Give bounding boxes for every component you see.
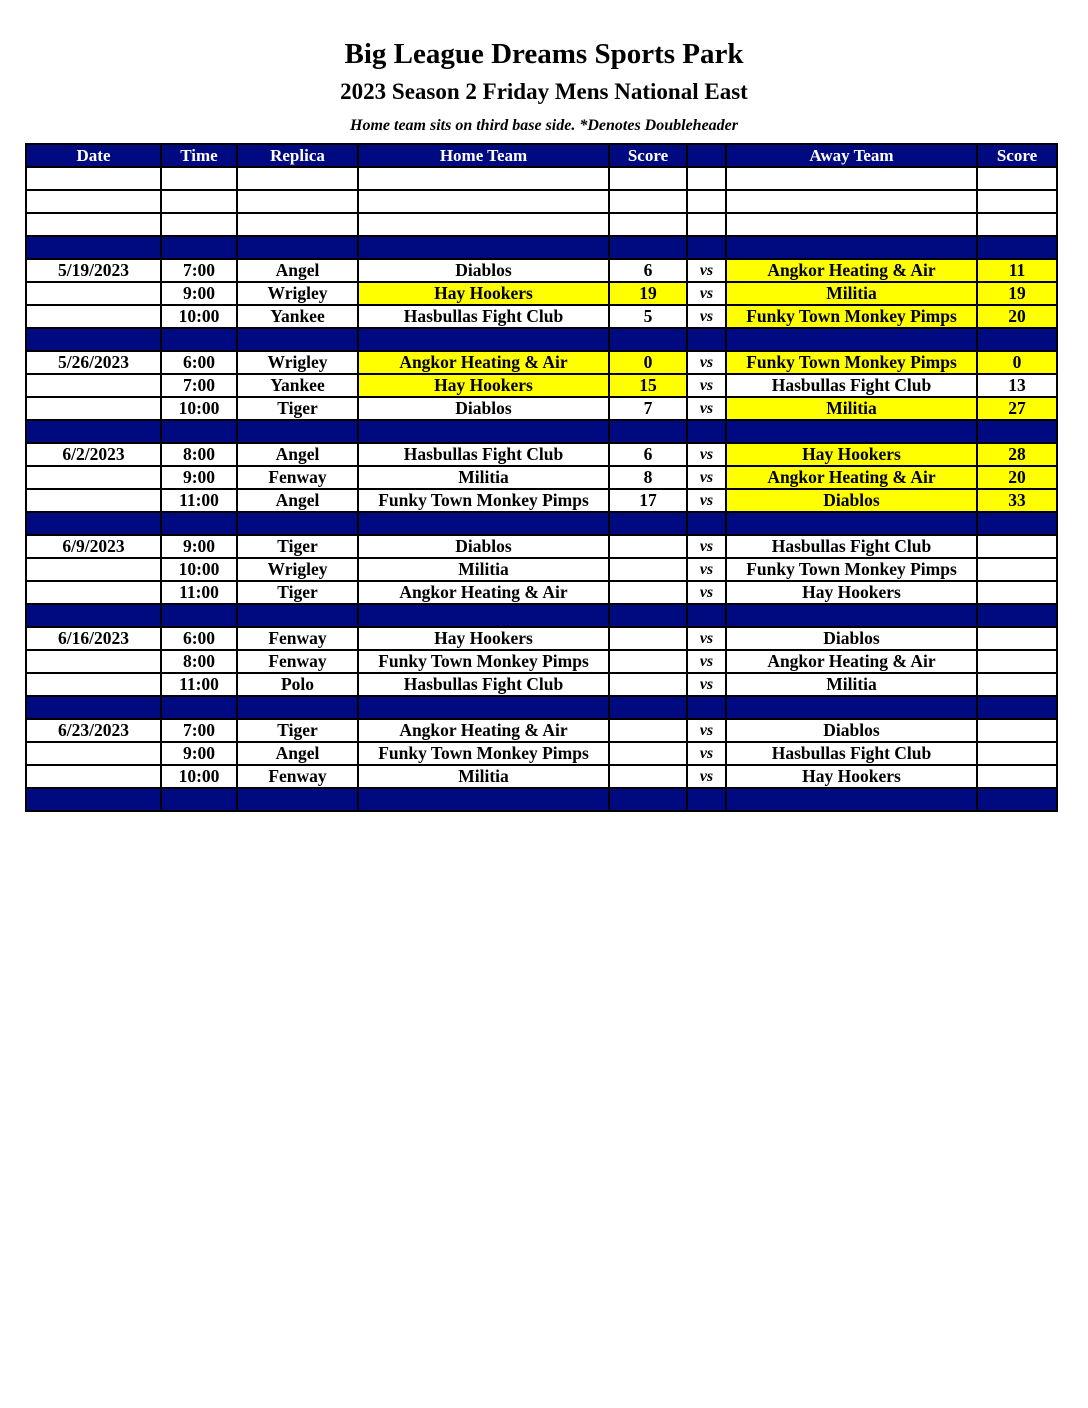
home-score-cell: 5 <box>609 305 687 328</box>
away-team-cell: Militia <box>726 673 977 696</box>
time-cell: 10:00 <box>161 765 237 788</box>
separator-row-cell <box>358 236 609 259</box>
separator-row-cell <box>687 328 726 351</box>
separator-row-cell <box>609 236 687 259</box>
time-cell: 11:00 <box>161 489 237 512</box>
away-score-cell: 28 <box>977 443 1057 466</box>
col-away-team: Away Team <box>726 144 977 167</box>
replica-cell: Wrigley <box>237 282 358 305</box>
vs-cell: vs <box>687 650 726 673</box>
col-date: Date <box>26 144 161 167</box>
separator-row-cell <box>26 236 161 259</box>
separator-row-cell <box>609 328 687 351</box>
away-team-cell: Funky Town Monkey Pimps <box>726 351 977 374</box>
blank-row-cell <box>26 190 161 213</box>
away-team-cell: Militia <box>726 397 977 420</box>
header-row <box>26 144 1057 167</box>
separator-row-cell <box>977 604 1057 627</box>
vs-cell: vs <box>687 627 726 650</box>
time-cell: 9:00 <box>161 535 237 558</box>
separator-row-cell <box>609 604 687 627</box>
away-score-cell: 11 <box>977 259 1057 282</box>
separator-row-cell <box>161 604 237 627</box>
blank-row <box>26 167 1057 190</box>
separator-row-cell <box>726 420 977 443</box>
game-row <box>26 673 1057 696</box>
away-team-cell: Diablos <box>726 719 977 742</box>
vs-cell: vs <box>687 673 726 696</box>
date-cell <box>26 282 161 305</box>
away-score-cell: 19 <box>977 282 1057 305</box>
away-team-cell: Diablos <box>726 489 977 512</box>
separator-row-cell <box>726 328 977 351</box>
game-row <box>26 351 1057 374</box>
separator-row-cell <box>687 512 726 535</box>
vs-cell: vs <box>687 351 726 374</box>
blank-row <box>26 213 1057 236</box>
home-team-cell: Diablos <box>358 259 609 282</box>
date-cell <box>26 374 161 397</box>
time-cell: 6:00 <box>161 351 237 374</box>
blank-row-cell <box>358 167 609 190</box>
game-row <box>26 719 1057 742</box>
separator-row-cell <box>687 420 726 443</box>
separator-row-cell <box>977 420 1057 443</box>
time-cell: 8:00 <box>161 443 237 466</box>
vs-cell: vs <box>687 558 726 581</box>
away-team-cell: Hasbullas Fight Club <box>726 374 977 397</box>
col-home-score: Score <box>609 144 687 167</box>
replica-cell: Fenway <box>237 650 358 673</box>
vs-cell: vs <box>687 443 726 466</box>
date-cell <box>26 489 161 512</box>
separator-row <box>26 788 1057 811</box>
blank-row-cell <box>977 190 1057 213</box>
away-team-cell: Hasbullas Fight Club <box>726 535 977 558</box>
separator-row-cell <box>726 512 977 535</box>
game-row <box>26 627 1057 650</box>
away-score-cell <box>977 581 1057 604</box>
time-cell: 7:00 <box>161 374 237 397</box>
home-score-cell: 6 <box>609 259 687 282</box>
game-row <box>26 742 1057 765</box>
separator-row-cell <box>726 696 977 719</box>
away-team-cell: Funky Town Monkey Pimps <box>726 558 977 581</box>
date-cell: 5/26/2023 <box>26 351 161 374</box>
separator-row-cell <box>358 328 609 351</box>
game-row <box>26 305 1057 328</box>
time-cell: 11:00 <box>161 673 237 696</box>
away-team-cell: Angkor Heating & Air <box>726 650 977 673</box>
home-team-cell: Hay Hookers <box>358 282 609 305</box>
separator-row-cell <box>26 696 161 719</box>
replica-cell: Yankee <box>237 305 358 328</box>
away-team-cell: Diablos <box>726 627 977 650</box>
separator-row-cell <box>161 696 237 719</box>
away-score-cell: 27 <box>977 397 1057 420</box>
separator-row-cell <box>726 236 977 259</box>
blank-row-cell <box>726 190 977 213</box>
separator-row-cell <box>358 788 609 811</box>
away-score-cell: 0 <box>977 351 1057 374</box>
game-row <box>26 535 1057 558</box>
home-team-cell: Hay Hookers <box>358 627 609 650</box>
vs-cell: vs <box>687 374 726 397</box>
blank-row-cell <box>687 190 726 213</box>
replica-cell: Angel <box>237 489 358 512</box>
replica-cell: Fenway <box>237 627 358 650</box>
game-row <box>26 282 1057 305</box>
away-score-cell <box>977 535 1057 558</box>
home-score-cell <box>609 742 687 765</box>
away-team-cell: Hay Hookers <box>726 443 977 466</box>
separator-row-cell <box>237 696 358 719</box>
vs-cell: vs <box>687 466 726 489</box>
away-team-cell: Angkor Heating & Air <box>726 466 977 489</box>
away-score-cell: 33 <box>977 489 1057 512</box>
home-score-cell <box>609 650 687 673</box>
separator-row <box>26 328 1057 351</box>
home-score-cell <box>609 535 687 558</box>
separator-row-cell <box>237 236 358 259</box>
away-score-cell <box>977 673 1057 696</box>
away-score-cell <box>977 765 1057 788</box>
blank-row-cell <box>237 190 358 213</box>
separator-row <box>26 696 1057 719</box>
time-cell: 6:00 <box>161 627 237 650</box>
home-score-cell: 15 <box>609 374 687 397</box>
home-team-cell: Funky Town Monkey Pimps <box>358 742 609 765</box>
home-team-cell: Hasbullas Fight Club <box>358 305 609 328</box>
game-row <box>26 581 1057 604</box>
separator-row <box>26 420 1057 443</box>
replica-cell: Fenway <box>237 466 358 489</box>
time-cell: 9:00 <box>161 742 237 765</box>
separator-row-cell <box>358 604 609 627</box>
away-score-cell <box>977 650 1057 673</box>
col-vs <box>687 144 726 167</box>
page-title: Big League Dreams Sports Park <box>344 38 744 70</box>
blank-row-cell <box>26 167 161 190</box>
blank-row-cell <box>977 167 1057 190</box>
time-cell: 7:00 <box>161 719 237 742</box>
separator-row-cell <box>977 512 1057 535</box>
home-score-cell: 8 <box>609 466 687 489</box>
vs-cell: vs <box>687 765 726 788</box>
blank-row-cell <box>161 167 237 190</box>
separator-row-cell <box>977 236 1057 259</box>
vs-cell: vs <box>687 397 726 420</box>
away-score-cell <box>977 627 1057 650</box>
home-team-cell: Hasbullas Fight Club <box>358 673 609 696</box>
vs-cell: vs <box>687 489 726 512</box>
blank-row-cell <box>726 167 977 190</box>
home-team-cell: Diablos <box>358 397 609 420</box>
home-team-cell: Militia <box>358 466 609 489</box>
separator-row-cell <box>161 420 237 443</box>
separator-row-cell <box>26 788 161 811</box>
blank-row-cell <box>726 213 977 236</box>
separator-row-cell <box>609 512 687 535</box>
date-cell: 6/9/2023 <box>26 535 161 558</box>
separator-row <box>26 604 1057 627</box>
blank-row-cell <box>161 213 237 236</box>
home-score-cell <box>609 558 687 581</box>
time-cell: 10:00 <box>161 397 237 420</box>
date-cell <box>26 305 161 328</box>
vs-cell: vs <box>687 259 726 282</box>
separator-row-cell <box>237 420 358 443</box>
blank-row-cell <box>237 167 358 190</box>
away-score-cell: 20 <box>977 466 1057 489</box>
home-team-cell: Angkor Heating & Air <box>358 581 609 604</box>
replica-cell: Tiger <box>237 397 358 420</box>
away-team-cell: Hay Hookers <box>726 765 977 788</box>
schedule-body <box>26 167 1057 811</box>
home-score-cell: 6 <box>609 443 687 466</box>
vs-cell: vs <box>687 581 726 604</box>
separator-row <box>26 512 1057 535</box>
home-score-cell: 17 <box>609 489 687 512</box>
game-row <box>26 650 1057 673</box>
home-score-cell: 7 <box>609 397 687 420</box>
blank-row-cell <box>237 213 358 236</box>
separator-row-cell <box>609 788 687 811</box>
page-note: Home team sits on third base side. *Denotes Doubleheader <box>350 117 738 134</box>
time-cell: 10:00 <box>161 305 237 328</box>
separator-row-cell <box>687 788 726 811</box>
blank-row-cell <box>161 190 237 213</box>
away-team-cell: Funky Town Monkey Pimps <box>726 305 977 328</box>
time-cell: 10:00 <box>161 558 237 581</box>
home-score-cell: 19 <box>609 282 687 305</box>
home-team-cell: Angkor Heating & Air <box>358 719 609 742</box>
home-score-cell <box>609 581 687 604</box>
time-cell: 9:00 <box>161 282 237 305</box>
separator-row-cell <box>237 604 358 627</box>
replica-cell: Fenway <box>237 765 358 788</box>
separator-row-cell <box>237 512 358 535</box>
away-score-cell: 20 <box>977 305 1057 328</box>
game-row <box>26 374 1057 397</box>
home-score-cell <box>609 627 687 650</box>
game-row <box>26 443 1057 466</box>
time-cell: 9:00 <box>161 466 237 489</box>
away-score-cell <box>977 742 1057 765</box>
separator-row-cell <box>726 788 977 811</box>
replica-cell: Wrigley <box>237 558 358 581</box>
separator-row-cell <box>687 696 726 719</box>
date-cell: 6/2/2023 <box>26 443 161 466</box>
date-cell <box>26 742 161 765</box>
replica-cell: Angel <box>237 742 358 765</box>
separator-row-cell <box>161 328 237 351</box>
separator-row-cell <box>358 696 609 719</box>
separator-row-cell <box>609 420 687 443</box>
replica-cell: Wrigley <box>237 351 358 374</box>
date-cell <box>26 650 161 673</box>
date-cell <box>26 581 161 604</box>
away-score-cell <box>977 719 1057 742</box>
home-team-cell: Diablos <box>358 535 609 558</box>
separator-row-cell <box>358 420 609 443</box>
date-cell: 5/19/2023 <box>26 259 161 282</box>
date-cell <box>26 673 161 696</box>
home-team-cell: Funky Town Monkey Pimps <box>358 489 609 512</box>
game-row <box>26 489 1057 512</box>
away-team-cell: Militia <box>726 282 977 305</box>
blank-row-cell <box>687 167 726 190</box>
separator-row-cell <box>161 788 237 811</box>
separator-row-cell <box>977 328 1057 351</box>
game-row <box>26 397 1057 420</box>
separator-row-cell <box>237 328 358 351</box>
blank-row-cell <box>609 167 687 190</box>
game-row <box>26 765 1057 788</box>
away-score-cell: 13 <box>977 374 1057 397</box>
home-team-cell: Militia <box>358 765 609 788</box>
vs-cell: vs <box>687 282 726 305</box>
replica-cell: Tiger <box>237 581 358 604</box>
separator-row-cell <box>609 696 687 719</box>
game-row <box>26 558 1057 581</box>
separator-row-cell <box>26 420 161 443</box>
separator-row-cell <box>687 604 726 627</box>
game-row <box>26 259 1057 282</box>
separator-row-cell <box>26 328 161 351</box>
away-team-cell: Angkor Heating & Air <box>726 259 977 282</box>
date-cell: 6/16/2023 <box>26 627 161 650</box>
separator-row-cell <box>977 696 1057 719</box>
away-team-cell: Hasbullas Fight Club <box>726 742 977 765</box>
time-cell: 8:00 <box>161 650 237 673</box>
col-away-score: Score <box>977 144 1057 167</box>
schedule-table <box>25 143 1058 812</box>
col-time: Time <box>161 144 237 167</box>
replica-cell: Tiger <box>237 535 358 558</box>
blank-row-cell <box>609 190 687 213</box>
separator-row <box>26 236 1057 259</box>
separator-row-cell <box>977 788 1057 811</box>
blank-row <box>26 190 1057 213</box>
time-cell: 11:00 <box>161 581 237 604</box>
blank-row-cell <box>609 213 687 236</box>
home-score-cell <box>609 719 687 742</box>
vs-cell: vs <box>687 719 726 742</box>
home-score-cell <box>609 673 687 696</box>
blank-row-cell <box>977 213 1057 236</box>
separator-row-cell <box>726 604 977 627</box>
date-cell: 6/23/2023 <box>26 719 161 742</box>
vs-cell: vs <box>687 305 726 328</box>
replica-cell: Tiger <box>237 719 358 742</box>
time-cell: 7:00 <box>161 259 237 282</box>
home-team-cell: Funky Town Monkey Pimps <box>358 650 609 673</box>
replica-cell: Angel <box>237 259 358 282</box>
home-score-cell <box>609 765 687 788</box>
home-team-cell: Militia <box>358 558 609 581</box>
blank-row-cell <box>358 213 609 236</box>
separator-row-cell <box>26 512 161 535</box>
away-score-cell <box>977 558 1057 581</box>
home-team-cell: Hasbullas Fight Club <box>358 443 609 466</box>
separator-row-cell <box>161 512 237 535</box>
home-team-cell: Hay Hookers <box>358 374 609 397</box>
date-cell <box>26 466 161 489</box>
separator-row-cell <box>237 788 358 811</box>
blank-row-cell <box>358 190 609 213</box>
game-row <box>26 466 1057 489</box>
col-home-team: Home Team <box>358 144 609 167</box>
replica-cell: Angel <box>237 443 358 466</box>
col-replica: Replica <box>237 144 358 167</box>
date-cell <box>26 397 161 420</box>
away-team-cell: Hay Hookers <box>726 581 977 604</box>
separator-row-cell <box>26 604 161 627</box>
page-subtitle: 2023 Season 2 Friday Mens National East <box>340 79 748 104</box>
replica-cell: Polo <box>237 673 358 696</box>
replica-cell: Yankee <box>237 374 358 397</box>
separator-row-cell <box>161 236 237 259</box>
blank-row-cell <box>687 213 726 236</box>
date-cell <box>26 765 161 788</box>
home-score-cell: 0 <box>609 351 687 374</box>
separator-row-cell <box>358 512 609 535</box>
vs-cell: vs <box>687 535 726 558</box>
blank-row-cell <box>26 213 161 236</box>
date-cell <box>26 558 161 581</box>
home-team-cell: Angkor Heating & Air <box>358 351 609 374</box>
vs-cell: vs <box>687 742 726 765</box>
separator-row-cell <box>687 236 726 259</box>
